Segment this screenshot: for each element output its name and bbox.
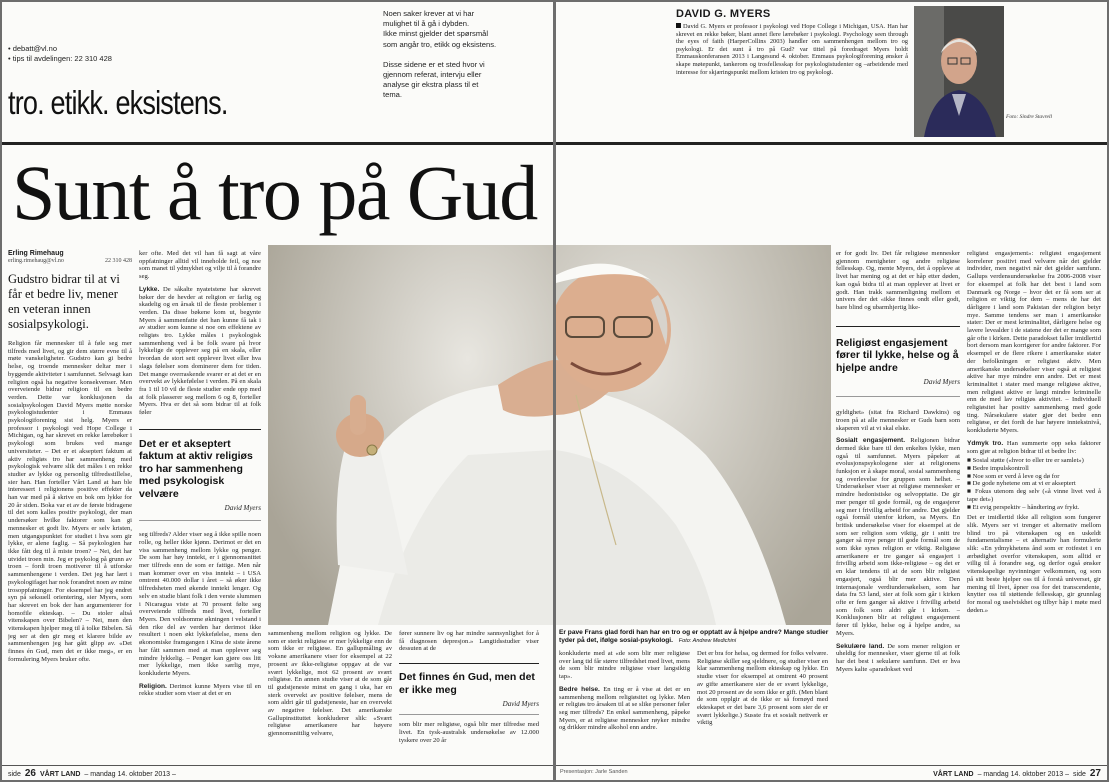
col2-text-c: seg tilfreds? Alder viser seg å ikke spille noen rolle, og heller ikke kjønn. Derimot er det en viss sammenheng mellom lykke og penger. De som har høy inntekt, er i gjennomsnittet mer tilfreds enn de som er fattige. Men når man kommer over en viss inntekt – i USA omtrent 40.000 dollar i året – så øker ikke tilfredsheten med økende inntekt lenger. Og selv en studie blant folk i den verste slummen i Nicaragua viste at 70 prosent følte seg overveiende tilfreds med livet, forteller Myers. Den voldsomme økningen i velstand i den rike del av verden har derimot ikke resultert i noen økt lykkefølelse, mens den økonomiske framgangen i Kina de siste årene har fått sammen med at man opplever seg mindre lykkelig. – Penger kan gjøre oss litt mer lykkelige, men ikke særlig mye, konkluderte Myers. [139, 531, 261, 677]
byline [8, 250, 132, 264]
left-page [2, 2, 553, 780]
byline-phone: 22 310 428 [105, 258, 132, 264]
pull-quote-2-text: Det finnes én Gud, men det er ikke meg [399, 671, 535, 696]
list-item: ■ De gode nyhetene om at vi er akseptert [967, 480, 1076, 488]
pull-quote-1-attribution: David Myers [224, 504, 261, 513]
footer-rule [2, 765, 553, 766]
col2-text-b: De såkalte nyateistene har skrevet bøker der de hevder at religion er farlig og skadelig og en årsak til de fleste problemer i verden. Da disse bøkene kom ut, begynte Myers å sammenfatte det han kunne få tak i av studier som kunne si noe om effektene av religiøs tro. Lykke måles i psykologisk sammenheng ved å be folk svare på hvor lykkelige de opplever seg på en skala, eller hvordan de stort sett opplever livet eller hva slags følelser som dominerer dem for tiden. Det mange overraskende svarer er at det er en overvekt av lykkefølelse i verden. På en skala fra 1 til 10 vil de fleste studier ende opp med at folk plasserer seg mellom 6 og 8, forteller Myers. Hva er det så som bidrar til at folk føler [139, 285, 261, 417]
author-photo [914, 6, 1004, 137]
author-bio: David G. Myers er professor i psykologi ved Hope College i Michigan, USA. Han har skrevet en rekke bøker, blant annet flere lærebøker i psykologi. Psychology seen through the eyes of faith (HarperCollins 2003) handler om sammenhengen mellom tro og psykologi. Er det sunt å tro på Gud? var tittel på foredraget Myers holdt Emmauskonferansen 2013 i Langesund 4. oktober. Emmaus psykologiforening ønsker å skape møtepunkt, tankerom og trosfellesskap for psykologistudenter og –arbeidende med interesse for skjæringspunkt mellom kristen tro og psykologi. [676, 23, 908, 76]
section-rule [2, 142, 553, 145]
list-item: ■ Fokus utenom deg selv («å vinne livet ved å tape det») [967, 488, 1101, 503]
pull-quote-3-attribution: David Myers [923, 378, 960, 387]
page-number: 26 [24, 768, 36, 779]
photo-credit: Foto: Sindre Stavrell [1006, 114, 1053, 120]
section-label: tro. etikk. eksistens. [8, 84, 228, 121]
page-number-right: 27 [1089, 768, 1101, 779]
article-column-6: religiøst engasjement»: religiøst engasjement korrelerer positivt med velvære når det gjelder individer, men negativt når det gjelder samfunn. Gallups verdensundersøkelse fra 2006-2008 viser for eksempel at folk har det best i land som Danmark og Norge – hvor det er få som ser at religion er viktig for dem – mens de har det dårligere i land som Pakistan der religion betyr mye. Samme tendens ser man i amerikanske stater: Der er mest kriminalitet, dårligere helse og lavere levealder i de statene der det er mange som går ofte i kirken. Dette paradokset faller imidlertid bort dersom man korrigerer for andre faktorer. For eksempel er de flere rikere i amerikanske stater der befolkningen er religiøst aktiv. Men amerikanske undersøkelser viser også at religiøst aktive har mye mindre enn andre. Det er mest kriminalitet i stater med mange religiøse aktive, men religiøst aktive er langt mindre kriminelle enn de med lav religiøs aktivitet. – Individuell religiøsitet har positiv sammenheng med gode ting. Nårsekulære stater gjør det bedre enn religiøse, er det fordi de har høyere inntekstnivå, konkluderte Myers. Ydmyk tro. Han summerte opp seks faktorer som gjør at religion bidrar til et bedre liv: ■ Sosial støtte («hvor to eller tre er samlet») ■ Bedre impulskontroll ■ Noe som er verd å leve og dø for ■ De gode nyhetene om at vi er akseptert ■ Fokus utenom deg selv («å vinne livet ved å tape det») ■ Et evig perspektiv – håndtering av frykt. Det er imidlertid ikke all religion som fungerer slik. Myers ser vi trenger et alternativ mellom blind tro på vitenskapen og en uskeldt fundamentalisme – et alternativ han formulerte slik: «En ydmykhetens ånd som er rotfestet i en ærbødighet overfor vitenskapen, som alltid er villig til å forandre seg, og derfor også ønsker vitenskapelige nyvinninger velkommen, og som på sitt beste hjelper oss til å forstå universet, gir mening til livet, åpner oss for det transcendente, knytter oss til støttende fellesskap, gir grunnlag for moral og uselviskhet og tilbyr håp i møte med døden.» [967, 250, 1101, 614]
article-column-1: Religion får mennesker til å føle seg mer tilfreds med livet, og gir dem større evne til å møte vanskeligheter. Gudstro kan gi bedre helse, og troende mennesker deltar mer i byggende aktiviteter i samfunnet. Selvsagt kan religion også ha negative konsekvenser. Men overveiende bidrar religion til en bedre verden. Dette var konklusjonen da sosialpsykologen David Myers møtte norske psykologistudenter i Emmaus psykologiforening sist helg. Myers er professor i psykologi ved Hope College i Michigan, og har skrevet en rekke lærebøker i psykologi som brukes ved mange universiteter. – Det er et akseptert faktum at aktiv religiøs tro har sammenheng med psykologisk velvære slik det måles i en rekke studier av lykke og personlig tilfredsstillelse, sier han. Han forteller Vårt Land at han ble interessert i religionens positive effekter da han var med på å skrive en bok om lykke for 20 år siden. Boka var et av de første bidragene til det som kalles positiv psykologi, der man undersøker hvilke faktorer som kan gi mennesker et godt liv. Myers er selv kristen, men utgangspunktet for studiet i hva som gir lykke, er alene faglig. – Så psykologien har ikke fått deg til å miste troen? – Nei, det har utvidet troen min. Jeg er psykolog på grunn av troen – fordi troen motiverer til å utforske sammenhengene i verden. Det jeg har lært i psykologifaget har nok forandret noen av mine trosoppfatninger. For eksempel har jeg endret syn på seksuell orientering, sier Myers, som har skrevet en bok der han argumenterer for homofile ekteskap. – Du stoler altså vitenskapen over Bibelen? – Nei, men den vitenskapen hjelper meg til å tolke Bibelen. Så jeg ser at den gir meg et klarere bilde av sammenhengen jeg har gått glipp av. «Det finnes én Gud, men det er ikke meg», er en formulering Myers bruker ofte. [8, 340, 132, 663]
list-item: ■ Noe som er verd å leve og dø for [967, 472, 1060, 480]
issue-date-right: – mandag 14. oktober 2013 – [977, 771, 1070, 778]
photo-caption-credit: Foto: Andrew Medichini [678, 638, 737, 644]
article-column-4: fører sunnere liv og har mindre sannsynlighet for å få diagnosen depresjon.» Langtidsstudier viser dessuten at de Det finnes én Gud, men det er ikke meg David Myers som blir mer religiøse, også blir mer tilfredse med livet. En tysk-australsk undersøkelse av 12.000 tyskere over 20 år [399, 630, 539, 744]
pull-quote-2-attribution: David Myers [502, 700, 539, 709]
byline-email[interactable]: erling.rimehaug@vl.no [8, 258, 64, 264]
presentation-credit: Presentasjon: Jarle Sanden [560, 769, 628, 775]
right-page [556, 2, 1107, 780]
pull-quote-3-text: Religiøst engasjement fører til lykke, helse og å hjelpe andre [836, 336, 959, 374]
article-column-3: sammenheng mellom religion og lykke. De som er sterkt religiøse er mer lykkelige enn de som ikke er religiøse. En gallupmåling av voksne amerikanere viser for eksempel at 22 prosent av ikke-religiøse oppgav at de var svært lykkelige, mot 62 prosent av svært religiøse. En annen studie viser at de som går til gudstjeneste minst en gang i uka, har en sterk overvekt av positive følelser, mens de som aldri går til gudstjeneste, har en overvekt av negative følelser. Det amerikanske Gallupinstituttet konkluderer slik: «Svært religiøse amerikanere har høyere gjennomsnittlig velvære, [268, 630, 392, 738]
paper-name: VÅRT LAND [39, 771, 81, 778]
bullet-icon [676, 23, 681, 28]
factor-list [967, 457, 1101, 511]
pull-quote-1 [139, 429, 261, 522]
subhead-sosialt: Sosialt engasjement. [836, 437, 906, 445]
issue-date: – mandag 14. oktober 2013 – [84, 771, 176, 778]
pope-photo-left [268, 245, 553, 625]
col2-text-d: Derimot kunne Myers vise til en rekke studier som viser at det er en [139, 682, 261, 698]
pope-photo-right [556, 245, 831, 625]
list-item: ■ Et evig perspektiv – håndtering av frykt. [967, 503, 1080, 511]
contact-info [8, 44, 112, 64]
subhead-religion: Religion. [139, 682, 167, 690]
subhead-lykke: Lykke. [139, 285, 160, 293]
list-item: ■ Sosial støtte («hvor to eller tre er samlet») [967, 457, 1084, 465]
article-column-7: konkluderte med at «de som blir mer religiøse over lang tid får større tilfredshet med livet, mens de som blir mindre religiøse viser langsiktig tap». Bedre helse. En ting er å vise at det er en sammenheng mellom religiøsitet og lykke. Men er religiøs tro årsaken til at se slike personer føler seg mer tilfreds? En enkel sammenheng, påpeke Myers, er at religiøse mennesker røyker mindre og drikker mindre alkohol enn andre. [559, 650, 690, 732]
article-column-8: Det er bra for helsa, og dermed for folks velvære. Religiøse skiller seg sjeldnere, og studier viser en klar sammenheng mellom ekteskap og lykke. En studie viser for eksempel at omtrent 40 prosent av gifte amerikanere sier de er svært lykkelige, mot 20 prosent av de som ikke er gift. (Men blant de som opplgir at de ikke er så fornøyd med ekteskapet er det bare 3,6 prosent som sier de er svært lykkelige.) Susste fra et sosialt nettverk er viktig [697, 650, 828, 727]
paper-name-right: VÅRT LAND [933, 771, 974, 778]
section-rule-right [556, 142, 1107, 145]
col2-text-a: ker ofte. Med det vil han få sagt at våre oppfatninger alltid vil inneholde feil, og noe som manet til ydmykhet og vilje til å forandre seg. [139, 250, 261, 281]
article-lead: Gudstro bidrar til at vi får et bedre liv, mener en veteran innen sosialpsykologi. [8, 272, 120, 331]
subhead-ydmyk: Ydmyk tro. [967, 439, 1004, 447]
contact-email[interactable]: • debatt@vl.no [8, 44, 58, 53]
subhead-helse: Bedre helse. [559, 685, 600, 693]
pull-quote-1-text: Det er et akseptert faktum at aktiv religiøs tro har sammenheng med psykologisk velvære [139, 437, 253, 500]
list-item: ■ Bedre impulskontroll [967, 464, 1029, 472]
photo-caption: Er pave Frans glad fordi han har en tro og er opptatt av å hjelpe andre? Mange studier tyder på det, ifølge sosial-psykologi. Foto: Andrew Medichini [559, 629, 829, 644]
pull-quote-2 [399, 663, 539, 715]
section-intro: Noen saker krever at vi har mulighet til å gå i dybden. Ikke minst gjelder det spørsmål som angår tro, etikk og eksistens. Disse sidene er et sted hvor vi gjennom referat, intervju eller analyse gir ekstra plass til et tema. [383, 9, 497, 100]
author-name: DAVID G. MYERS [676, 8, 771, 20]
pope-figure-icon [268, 245, 553, 625]
headline: Sunt å tro på Gud [12, 149, 537, 236]
author-box [676, 8, 908, 76]
pull-quote-3 [836, 326, 960, 398]
footer-rule-right [556, 765, 1107, 766]
footer-right: VÅRT LAND – mandag 14. oktober 2013 – side 27 [933, 768, 1101, 779]
byline-name: Erling Rimehaug [8, 250, 64, 257]
article-column-2 [139, 250, 261, 755]
footer-left: side 26 VÅRT LAND – mandag 14. oktober 2013 – [8, 768, 176, 779]
article-column-5: er for godt liv. Det får religiøse mennesker gjennom menigheter og andre religiøse fellesskap. Og, mente Myers, det å oppleve at livet har mening og at det er håp etter døden, kan også bidra til at man opplever at livet er godt. Han trakk sammenligning mellom et univers der det «ikke finnes ondt eller godt, bare blind og ubarmhjertig like- Religiøst engasjement fører til lykke, helse og å hjelpe andre David Myers gyldighet» (sitat fra Richard Dawkins) og troen på at alle mennesker er Guds barn som skaperen vil at vi skal elske. Sosialt engasjement. Religionen bidrar dermed ikke bare til den enkeltes lykke, men også til samfunnet. Myers påpeker at evolusjonspsykologene sier at religionens funksjon er å skape moral, sosial sammenheng og overlevelse for gruppen som helhet. – Undersøkelser viser at religiøse mennesker er mindre hedonistiske og selvopptatte. De gir mer penger til gode formål, og de engasjerer seg mer i frivillig arbeid for andre. Det gjelder også formål utenfor kirken, sa Myers. En britisk undersøkelse viser for eksempel at de som ser religion som viktig, gir i snitt tre ganger så mye penger til gode formål som de som ikke synes religion er viktig. Religiøse amerikanere er tre ganger så engasjert i frivillig arbeid som ikke-religiøse – og det er en klar tendens til at de som blir religiøst engasjert, også blir mer aktive. Den internasjonale verdiundersøkelsen, som har data fra 53 land, sier at folk som går i kirken ofte er fem ganger så aktive i frivillig arbeid som folk som aldri går i kirken. – Konklusjonen blir at religiøst engasjement fører til lykke, helse og å hjelpe andre, sa Myers. Sekulære land. De som mener religion er uheldig for mennesker, viser gjerne til at folk har det best i sekulære samfunn. Det er hva Myers kalte «paradokset ved [836, 250, 960, 673]
portrait-icon [914, 6, 1004, 137]
contact-tips: • tips til avdelingen: 22 310 428 [8, 54, 112, 63]
subhead-sekulaere: Sekulære land. [836, 642, 885, 650]
pope-face-icon [556, 245, 831, 625]
